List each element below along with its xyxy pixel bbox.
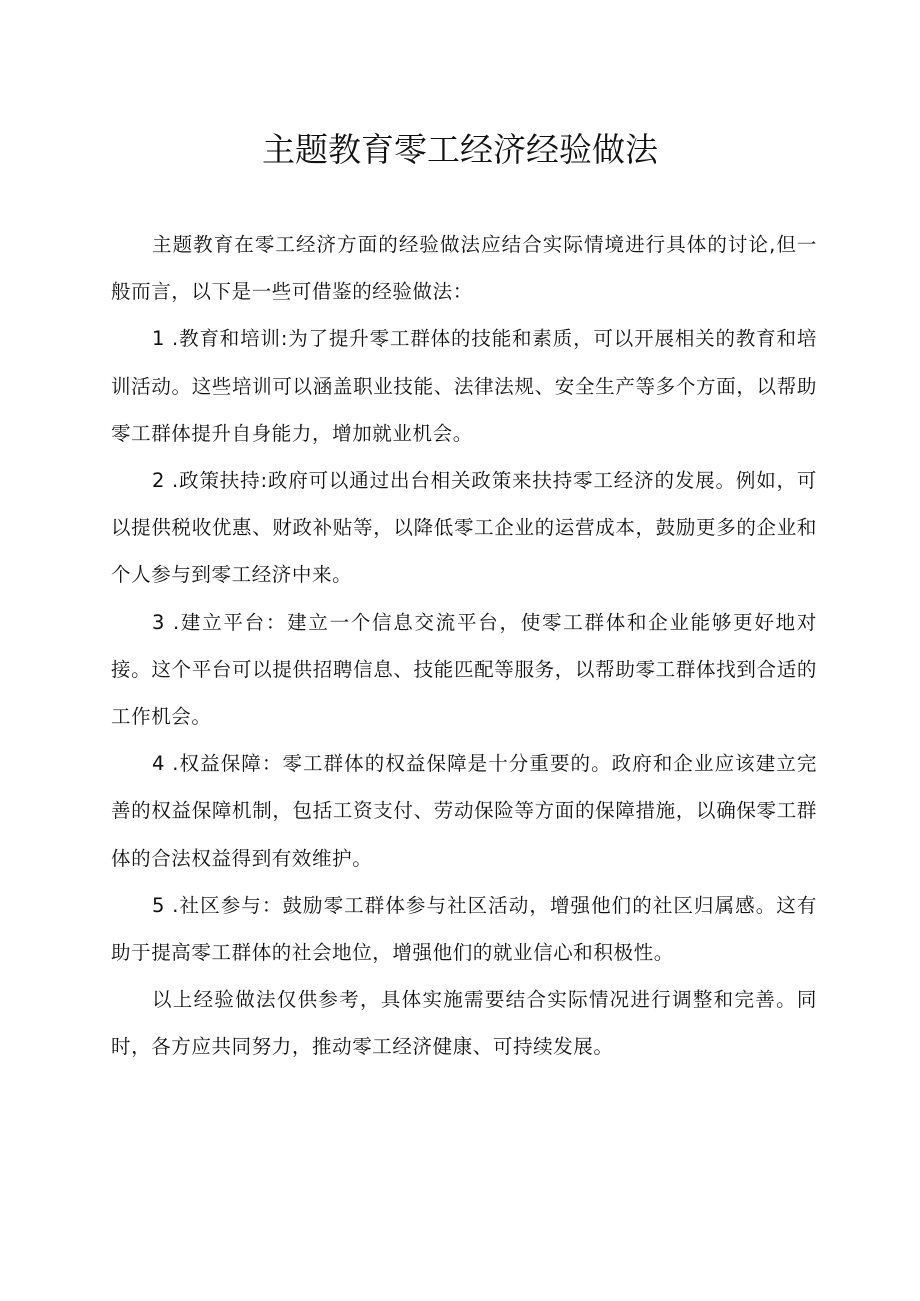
- conclusion-paragraph: 以上经验做法仅供参考，具体实施需要结合实际情况进行调整和完善。同时，各方应共同努力，推动零工经济健康、可持续发展。: [111, 988, 817, 1059]
- intro-paragraph: 主题教育在零工经济方面的经验做法应结合实际情境进行具体的讨论,但一般而言，以下是一些可借鉴的经验做法：: [111, 233, 817, 304]
- point-1-paragraph: 1 .教育和培训:为了提升零工群体的技能和素质，可以开展相关的教育和培训活动。这些培训可以涵盖职业技能、法律法规、安全生产等多个方面，以帮助零工群体提升自身能力，增加就业机会。: [111, 327, 817, 445]
- point-3-paragraph: 3 .建立平台：建立一个信息交流平台，使零工群体和企业能够更好地对接。这个平台可以提供招聘信息、技能匹配等服务，以帮助零工群体找到合适的工作机会。: [111, 610, 817, 729]
- document-title: 主题教育零工经济经验做法: [262, 130, 658, 169]
- point-2-paragraph: 2 .政策扶持:政府可以通过出台相关政策来扶持零工经济的发展。例如，可以提供税收优惠、财政补贴等，以降低零工企业的运营成本，鼓励更多的企业和个人参与到零工经济中来。: [111, 469, 817, 587]
- point-4-paragraph: 4 .权益保障：零工群体的权益保障是十分重要的。政府和企业应该建立完善的权益保障机制，包括工资支付、劳动保险等方面的保障措施，以确保零工群体的合法权益得到有效维护。: [111, 752, 817, 870]
- point-5-paragraph: 5 .社区参与：鼓励零工群体参与社区活动，增强他们的社区归属感。这有助于提高零工群体的社会地位，增强他们的就业信心和积极性。: [111, 893, 817, 965]
- document-body: [111, 221, 817, 1071]
